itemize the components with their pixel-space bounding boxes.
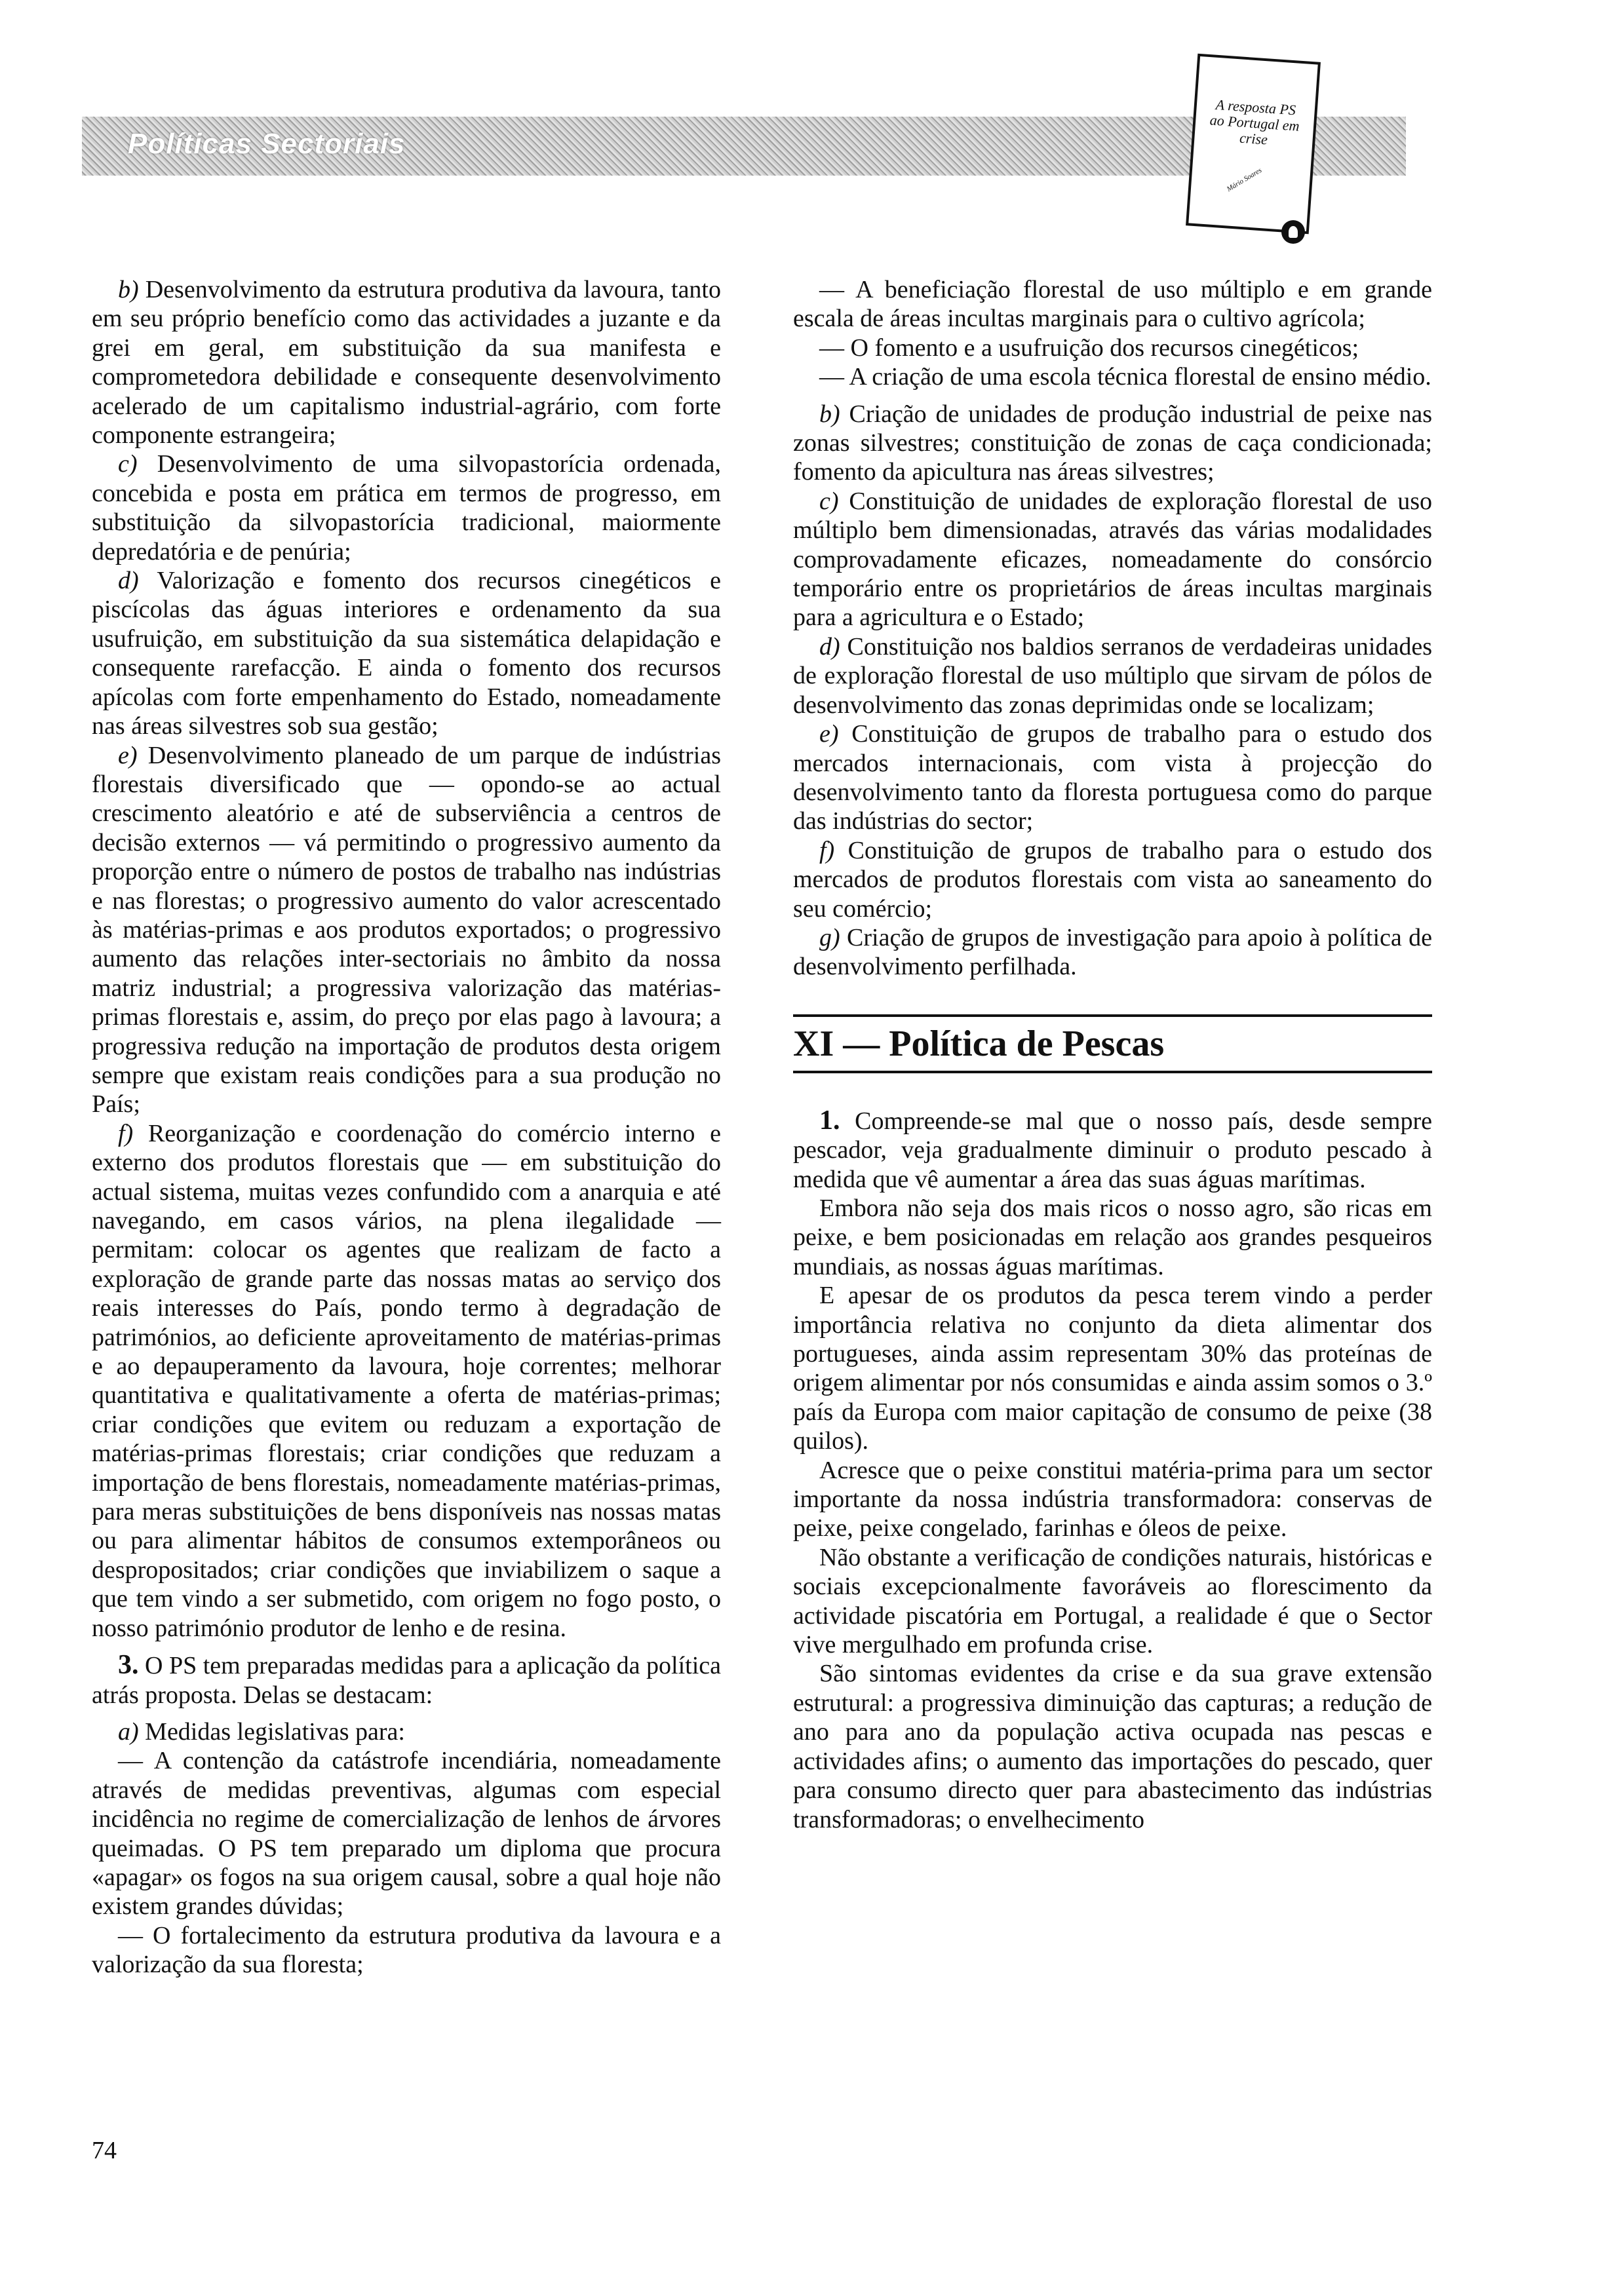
item-marker: c) bbox=[819, 487, 839, 515]
paragraph-text: Constituição de grupos de trabalho para o estudo dos mercados de produtos florestais com vista ao saneamento do seu comércio; bbox=[793, 836, 1432, 923]
paragraph-number: 3. bbox=[118, 1650, 139, 1681]
paragraph-b bbox=[92, 275, 721, 450]
paragraph-2: Embora não seja dos mais ricos o nosso agro, são ricas em peixe, e bem posicionadas em relação aos grandes pesqueiros mundiais, as nossas águas marítimas. bbox=[793, 1194, 1432, 1280]
dash-item-5: — A criação de uma escola técnica florestal de ensino médio. bbox=[819, 363, 1431, 391]
paragraph-6: São sintomas evidentes da crise e da sua grave extensão estrutural: a progressiva diminuição das capturas; a redução de ano para ano da população activa ocupada nas pescas e actividades afins; o aumento das importações do pescado, quer para consumo directo quer para abastecimento das indústrias transformadoras; o envelhecimento bbox=[793, 1660, 1432, 1833]
paragraph-text: Desenvolvimento da estrutura produtiva da lavoura, tanto em seu próprio benefício como das actividades a juzante e da grei em geral, em substituição da sua manifesta e comprometedora debilidade e consequente desenvolvimento acelerado de um capitalismo industrial-agrário, com forte componente estrangeira; bbox=[92, 276, 721, 450]
section-header-label: Políticas Sectoriais bbox=[128, 128, 406, 160]
paragraph-b2 bbox=[793, 400, 1432, 487]
paragraph-text: Constituição nos baldios serranos de verdadeiras unidades de exploração florestal de uso múltiplo que sirvam de pólos de desenvolvimento das zonas deprimidas onde se localizam; bbox=[793, 632, 1432, 719]
paragraph-text: Desenvolvimento de uma silvopastorícia ordenada, concebida e posta em prática em termos de progresso, em substituição da silvopastorícia tradicional, maiormente depredatória e de penúria; bbox=[92, 450, 721, 565]
paragraph-d2 bbox=[793, 632, 1432, 719]
paragraph-text: Medidas legislativas para: bbox=[145, 1717, 405, 1746]
paragraph-number: 1. bbox=[819, 1105, 840, 1136]
book-cover-image bbox=[1186, 54, 1321, 234]
paragraph-text: Desenvolvimento planeado de um parque de indústrias florestais diversificado que — opondo-se ao actual crescimento aleatório e até de subserviência a centros de decisão externos — vá permitindo o progressivo aumento da proporção entre o número de postos de trabalho nas indústrias e nas florestas; o progressivo aumento do valor acrescentado às matérias-primas e aos produtos exportados; o progressivo aumento das relações inter-sectoriais no âmbito da nossa matriz industrial; a progressiva valorização das matérias-primas florestais e, assim, do preço por elas pago à lavoura; a progressiva redução na importação de produtos desta origem sempre que existam reais condições para a sua produção no País; bbox=[92, 741, 721, 1119]
paragraph-text: Constituição de unidades de exploração florestal de uso múltiplo bem dimensionadas, através das várias modalidades comprovadamente eficazes, nomeadamente do consórcio temporário entre os proprietários de áreas incultas marginais para a agricultura e o Estado; bbox=[793, 487, 1432, 632]
paragraph-c bbox=[92, 450, 721, 566]
section-heading-block bbox=[793, 1014, 1432, 1073]
paragraph-text: O PS tem preparadas medidas para a aplicação da política atrás proposta. Delas se destacam: bbox=[92, 1652, 722, 1709]
dash-item-4: — O fomento e a usufruição dos recursos cinegéticos; bbox=[819, 334, 1359, 362]
item-marker: d) bbox=[118, 567, 139, 595]
item-marker: c) bbox=[118, 450, 138, 478]
section-rule-top bbox=[793, 1014, 1432, 1017]
section-rule-bottom bbox=[793, 1071, 1432, 1073]
item-marker: a) bbox=[118, 1717, 139, 1746]
dash-item-1: — A contenção da catástrofe incendiária, nomeadamente através de medidas preventivas, algumas com especial incidência no regime de comercialização de lenhos de árvores queimadas. O PS tem preparado um diploma que procura «apagar» os fogos na sua origem causal, sobre a qual hoje não existem grandes dúvidas; bbox=[92, 1747, 721, 1921]
right-column bbox=[793, 275, 1432, 1834]
paragraph-3 bbox=[92, 1651, 721, 1710]
paragraph-f bbox=[92, 1119, 721, 1643]
item-marker: e) bbox=[118, 741, 138, 769]
paragraph-e bbox=[92, 741, 721, 1119]
paragraph-4: Acresce que o peixe constitui matéria-prima para um sector importante da nossa indústria transformadora: conservas de peixe, peixe congelado, farinhas e óleos de peixe. bbox=[793, 1456, 1432, 1542]
publisher-logo-icon bbox=[1281, 220, 1305, 244]
paragraph-f2 bbox=[793, 836, 1432, 923]
item-marker: d) bbox=[819, 632, 840, 660]
paragraph-text: Valorização e fomento dos recursos cinegéticos e piscícolas das águas interiores e ordenamento da sua usufruição, em substituição da sua sistemática delapidação e consequente rarefacção. E ainda o fomento dos recursos apícolas com forte empenhamento do Estado, nomeadamente nas áreas silvestres sob sua gestão; bbox=[92, 567, 721, 740]
paragraph-1 bbox=[793, 1106, 1432, 1194]
item-marker: f) bbox=[118, 1119, 134, 1147]
section-title: XI — Política de Pescas bbox=[793, 1023, 1165, 1064]
book-cover-author: Mário Soares bbox=[1225, 166, 1264, 193]
book-cover-title: A resposta PS ao Portugal em crise bbox=[1209, 96, 1300, 148]
paragraph-g2 bbox=[793, 923, 1432, 982]
page-number: 74 bbox=[92, 2137, 117, 2164]
dash-item-2: — O fortalecimento da estrutura produtiva da lavoura e a valorização da sua floresta; bbox=[92, 1921, 721, 1979]
dash-item-3: — A beneficiação florestal de uso múltiplo e em grande escala de áreas incultas marginais para o cultivo agrícola; bbox=[793, 276, 1432, 333]
left-column bbox=[92, 275, 721, 1980]
item-marker: e) bbox=[819, 720, 839, 748]
paragraph-d bbox=[92, 566, 721, 740]
item-marker: b) bbox=[819, 400, 840, 428]
paragraph-text: Criação de grupos de investigação para apoio à política de desenvolvimento perfilhada. bbox=[793, 923, 1432, 981]
item-marker: b) bbox=[118, 276, 139, 303]
paragraph-e2 bbox=[793, 719, 1432, 836]
paragraph-c2 bbox=[793, 487, 1432, 632]
paragraph-text: Compreende-se mal que o nosso país, desde sempre pescador, veja gradualmente diminuir o produto pescado à medida que vê aumentar a área das suas águas marítimas. bbox=[793, 1107, 1433, 1193]
paragraph-3b: E apesar de os produtos da pesca terem vindo a perder importância relativa no conjunto da dieta alimentar dos portugueses, ainda assim representam 30% das proteínas de origem alimentar por nós consumidas e ainda assim somos o 3.º país da Europa com maior capitação de consumo de peixe (38 quilos). bbox=[793, 1282, 1432, 1455]
item-marker: g) bbox=[819, 923, 840, 951]
paragraph-text: Criação de unidades de produção industrial de peixe nas zonas silvestres; constituição de zonas de caça condicionada; fomento da apicultura nas áreas silvestres; bbox=[793, 400, 1433, 486]
paragraph-a bbox=[92, 1717, 721, 1746]
paragraph-text: Constituição de grupos de trabalho para o estudo dos mercados internacionais, com vista à projecção do desenvolvimento tanto da floresta portuguesa como do parque das indústrias do sector; bbox=[793, 720, 1432, 835]
item-marker: f) bbox=[819, 836, 835, 864]
paragraph-5: Não obstante a verificação de condições naturais, históricas e sociais excepcionalmente favoráveis ao florescimento da actividade piscatória em Portugal, a realidade é que o Sector vive mergulhado em profunda crise. bbox=[793, 1543, 1432, 1659]
paragraph-text: Reorganização e coordenação do comércio interno e externo dos produtos florestais que — em substituição do actual sistema, muitas vezes confundido com a anarquia e até navegando, em casos vários, na plena ilegalidade — permitam: colocar os agentes que realizam de facto a exploração de grande parte das nossas matas ao serviço dos reais interesses do País, pondo termo à degradação de patrimónios, ao deficiente aproveitamento de matérias-primas e ao depauperamento da lavoura, hoje correntes; melhorar quantitativa e qualitativamente a oferta de matérias-primas; criar condições que evitem ou reduzam a exportação de matérias-primas florestais; criar condições que reduzam a importação de bens florestais, nomeadamente matérias-primas, para meras substituições de bens disponíveis nas nossas matas ou para alimentar hábitos de consumos extemporâneos ou despropositados; criar condições que inviabilizem o saque a que tem vindo a ser submetido, com origem no fogo posto, o nosso património produtor de lenho e de resina. bbox=[92, 1119, 721, 1642]
